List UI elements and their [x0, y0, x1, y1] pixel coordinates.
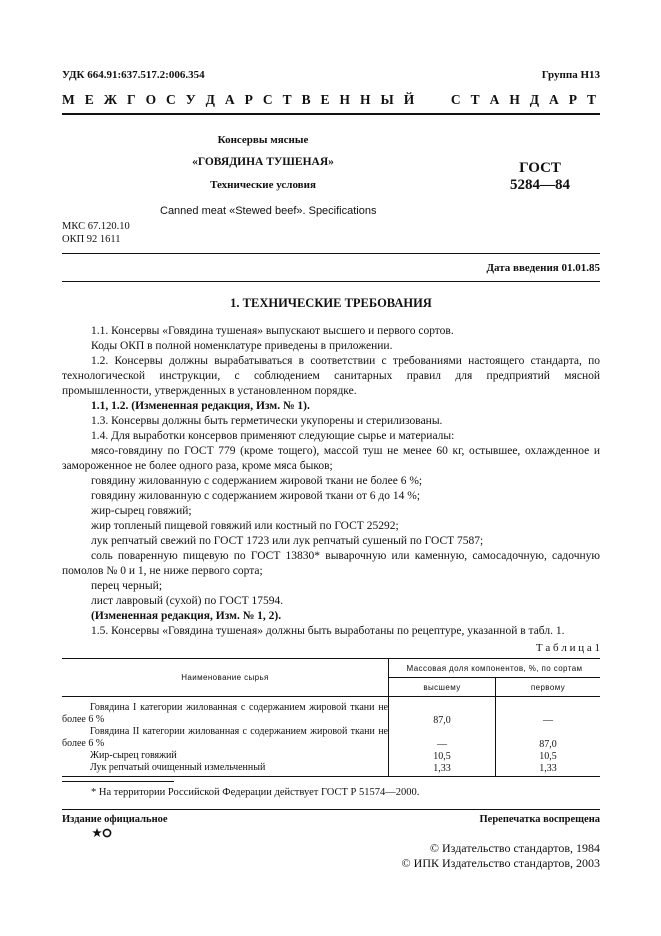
paragraph-1-3: 1.3. Консервы должны быть герметически укупорены и стерилизованы.: [91, 415, 443, 427]
amendment-note-2: (Измененная редакция, Изм. № 1, 2).: [91, 610, 282, 622]
row-name: Говядина I категории жилованная с содержанием жировой ткани не более 6 %: [62, 697, 389, 727]
table-caption: Т а б л и ц а 1: [535, 642, 600, 654]
col-first-header: первому: [530, 682, 566, 692]
copyright-2003: © ИПК Издательство стандартов, 2003: [401, 856, 600, 870]
row-first-value: —: [543, 715, 553, 726]
row-name: Говядина II категории жилованная с содержанием жировой ткани не более 6 %: [62, 726, 388, 749]
material-onion: лук репчатый свежий по ГОСТ 1723 или лук репчатый сушеный по ГОСТ 7587;: [91, 535, 484, 547]
col-name-header: Наименование сырья: [181, 673, 269, 682]
row-high-value: 10,5: [389, 750, 496, 762]
row-name: Лук репчатый очищенный измельченный: [62, 762, 389, 777]
paragraph-okp: Коды ОКП в полной номенклатуре приведены в приложении.: [91, 340, 393, 352]
row-first-value: 10,5: [539, 751, 557, 762]
row-first-value: 1,33: [496, 762, 601, 777]
title-line2: «ГОВЯДИНА ТУШЕНАЯ»: [192, 156, 334, 168]
material-raw-fat: жир-сырец говяжий;: [91, 505, 192, 517]
okp-code: ОКП 92 1611: [62, 234, 121, 245]
paragraph-1-5: 1.5. Консервы «Говядина тушеная» должны быть выработаны по рецептуре, указанной в табл. 1.: [91, 625, 565, 637]
gost-label: ГОСТ: [519, 160, 561, 176]
col-high-header: высшему: [423, 682, 461, 692]
row-high-value: 87,0: [389, 697, 496, 727]
banner-rule: [62, 113, 600, 115]
footnote-rule: [62, 781, 174, 782]
date-rule: [62, 281, 600, 282]
table-row: [62, 697, 600, 727]
table-row: [62, 762, 600, 777]
footnote: * На территории Российской Федерации действует ГОСТ Р 51574—2000.: [91, 787, 420, 798]
material-bay-leaf: лист лавровый (сухой) по ГОСТ 17594.: [91, 595, 284, 607]
english-title: Canned meat «Stewed beef». Specifications: [160, 205, 377, 217]
recipe-table: [62, 658, 600, 777]
title-line1: Консервы мясные: [217, 134, 309, 146]
udk-code: УДК 664.91:637.517.2:006.354: [62, 69, 205, 81]
material-trimmed-beef-14: говядину жилованную с содержанием жировой ткани от 6 до 14 %;: [91, 490, 421, 502]
introduction-date: Дата введения 01.01.85: [486, 262, 600, 274]
mks-code: МКС 67.120.10: [62, 221, 130, 232]
section-title: 1. ТЕХНИЧЕСКИЕ ТРЕБОВАНИЯ: [230, 296, 432, 310]
row-name: Жир-сырец говяжий: [62, 750, 389, 762]
table-row: [62, 726, 600, 750]
title-line3: Технические условия: [210, 179, 316, 191]
row-high-value: 1,33: [389, 762, 496, 777]
row-first-value: 87,0: [539, 739, 557, 750]
table-row: [62, 750, 600, 762]
copyright-1984: © Издательство стандартов, 1984: [429, 841, 600, 855]
material-trimmed-beef-6: говядину жилованную с содержанием жировой ткани не более 6 %;: [91, 475, 423, 487]
official-edition: Издание официальное: [62, 814, 168, 825]
material-rendered-fat: жир топленый пищевой говяжий или костный по ГОСТ 25292;: [91, 520, 399, 532]
amendment-note-1: 1.1, 1.2. (Измененная редакция, Изм. № 1).: [91, 400, 310, 412]
row-high-value: —: [389, 726, 496, 750]
publisher-mark-icon: [92, 827, 112, 842]
group-code: Группа Н13: [541, 69, 600, 81]
codes-rule: [62, 253, 600, 254]
reprint-prohibited: Перепечатка воспрещена: [479, 814, 600, 825]
material-salt: соль поваренную пищевую по ГОСТ 13830* выварочную или каменную, самосадочную, садочную помолов № 0 и 1, не ниже первого сорта;: [62, 550, 600, 577]
material-beef: мясо-говядину по ГОСТ 779 (кроме тощего), массой туш не менее 60 кг, остывшее, охлажденное и замороженное не более одного раза, кроме мяса быков;: [62, 445, 600, 472]
paragraph-1-1: 1.1. Консервы «Говядина тушеная» выпускают высшего и первого сортов.: [91, 325, 454, 337]
footer-rule: [62, 809, 600, 810]
paragraph-1-4: 1.4. Для выработки консервов применяют следующие сырье и материалы:: [91, 430, 455, 442]
col-group-header: Массовая доля компонентов, %, по сортам: [406, 663, 583, 673]
standard-banner: М Е Ж Г О С У Д А Р С Т В Е Н Н Ы Й С Т А Н Д А Р Т: [62, 92, 600, 107]
material-pepper: перец черный;: [91, 580, 163, 592]
paragraph-1-2: 1.2. Консервы должны вырабатываться в соответствии с требованиями настоящего стандарта, по технологической инструкции, с соблюдением санитарных правил для предприятий мясной промышленности, утвержденных в установленном порядке.: [62, 355, 600, 397]
gost-number: 5284—84: [510, 177, 570, 193]
